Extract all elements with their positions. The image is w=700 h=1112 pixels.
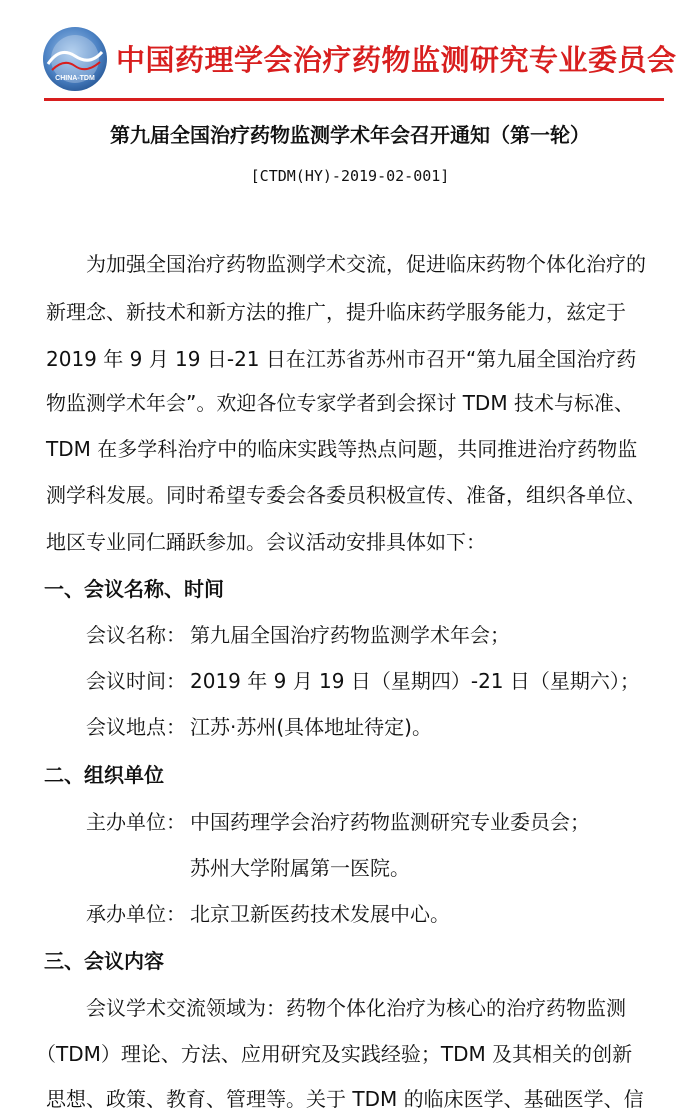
intro-line: 地区专业同仁踊跃参加。会议活动安排具体如下： xyxy=(46,530,486,554)
document-number: [CTDM(HY)-2019-02-001] xyxy=(250,167,450,185)
meeting-time-value: 2019 年 9 月 19 日（星期四）-21 日（星期六）； xyxy=(190,669,640,693)
host-label: 主办单位： xyxy=(86,810,186,834)
section-heading: 三、会议内容 xyxy=(44,949,164,973)
intro-line: TDM 在多学科治疗中的临床实践等热点问题，共同推进治疗药物监 xyxy=(46,437,638,461)
meeting-name-label: 会议名称： xyxy=(86,623,186,647)
section-heading: 一、会议名称、时间 xyxy=(44,577,224,601)
host-value: 中国药理学会治疗药物监测研究专业委员会； xyxy=(190,810,590,834)
meeting-time-label: 会议时间： xyxy=(86,669,186,693)
intro-line: 物监测学术年会”。欢迎各位专家学者到会探讨 TDM 技术与标准、 xyxy=(46,391,634,415)
meeting-place-label: 会议地点： xyxy=(86,715,186,739)
header-divider xyxy=(44,98,664,101)
organization-name: 中国药理学会治疗药物监测研究专业委员会 xyxy=(116,43,677,77)
intro-line: 新理念、新技术和新方法的推广，提升临床药学服务能力，兹定于 xyxy=(46,300,626,324)
meeting-place-value: 江苏·苏州(具体地址待定)。 xyxy=(190,715,432,739)
meeting-name-value: 第九届全国治疗药物监测学术年会； xyxy=(190,623,510,647)
organizer-value: 北京卫新医药技术发展中心。 xyxy=(190,902,450,926)
content-line: 思想、政策、教育、管理等。关于 TDM 的临床医学、基础医学、信 xyxy=(46,1087,644,1111)
intro-line: 2019 年 9 月 19 日-21 日在江苏省苏州市召开“第九届全国治疗药 xyxy=(46,347,637,371)
notice-title: 第九届全国治疗药物监测学术年会召开通知（第一轮） xyxy=(110,123,590,147)
organizer-label: 承办单位： xyxy=(86,902,186,926)
section-heading: 二、组织单位 xyxy=(44,763,164,787)
ctdm-logo xyxy=(42,26,108,92)
content-line: 会议学术交流领域为：药物个体化治疗为核心的治疗药物监测 xyxy=(86,996,626,1020)
intro-line: 为加强全国治疗药物监测学术交流，促进临床药物个体化治疗的 xyxy=(86,252,646,276)
intro-line: 测学科发展。同时希望专委会各委员积极宣传、准备，组织各单位、 xyxy=(46,483,646,507)
host-value-2: 苏州大学附属第一医院。 xyxy=(190,856,410,880)
logo-text: CHINA-TDM xyxy=(55,75,95,82)
content-line: （TDM）理论、方法、应用研究及实践经验；TDM 及其相关的创新 xyxy=(36,1042,633,1066)
